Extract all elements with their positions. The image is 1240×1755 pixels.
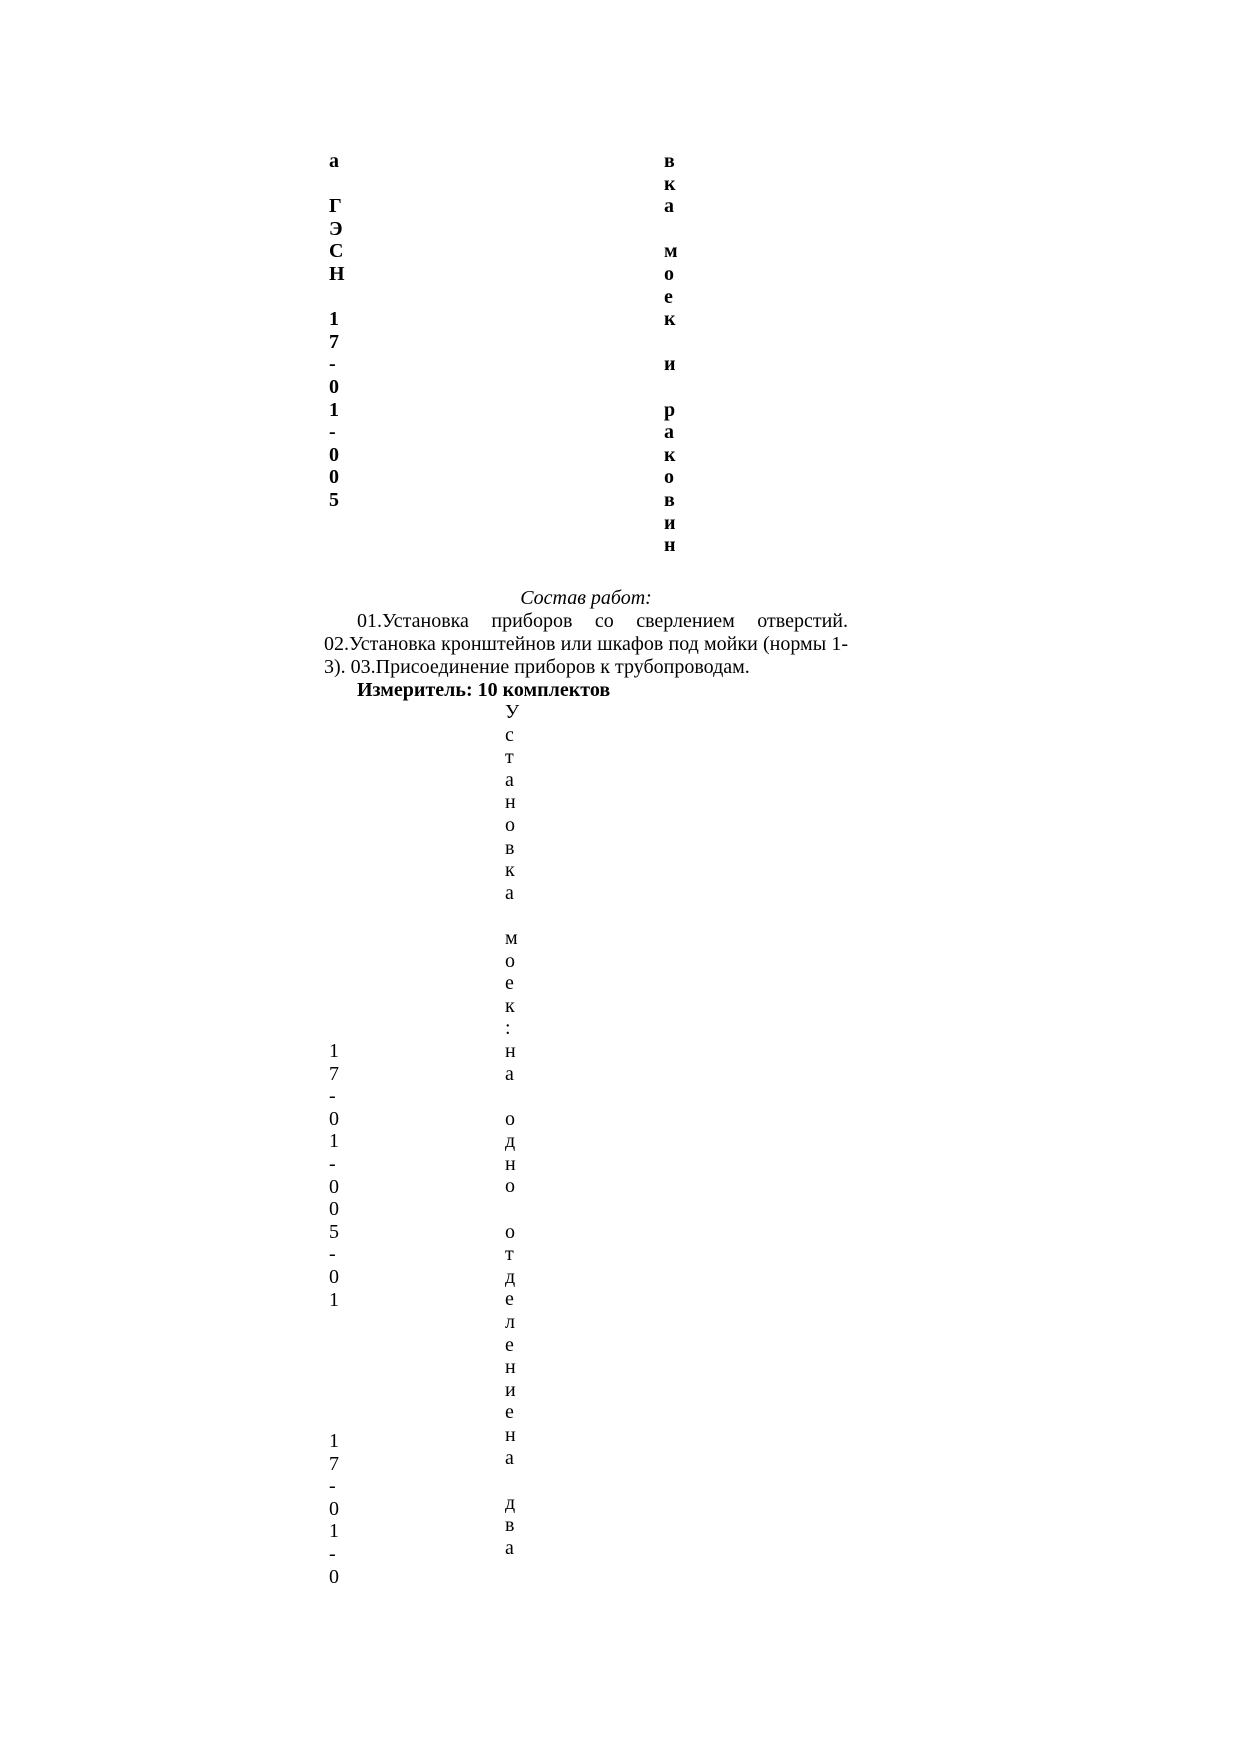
meter-line: Измеритель: 10 комплектов: [357, 679, 611, 701]
norm-name-header-cell: в к а м о е к и р а к о в и н: [664, 150, 678, 557]
work-composition-text: 01.Установка приборов со сверлением отверстий. 02.Установка кронштейнов или шкафов под мойки (нормы 1-3). 03.Присоединение приборов к трубопроводам.: [324, 610, 848, 678]
row-code-cell-1: 1 7 - 0 1 - 0 0 5 - 0 1: [329, 1040, 339, 1311]
work-composition-title: Состав работ:: [520, 587, 652, 609]
norm-code-header-cell: а Г Э С Н 1 7 - 0 1 - 0 0 5: [329, 150, 345, 511]
row-code-cell-2: 1 7 - 0 1 - 0: [329, 1430, 339, 1588]
work-description-cell: У с т а н о в к а м о е к : н а о д н о о т д е л е н и е н а д в а: [505, 701, 520, 1559]
